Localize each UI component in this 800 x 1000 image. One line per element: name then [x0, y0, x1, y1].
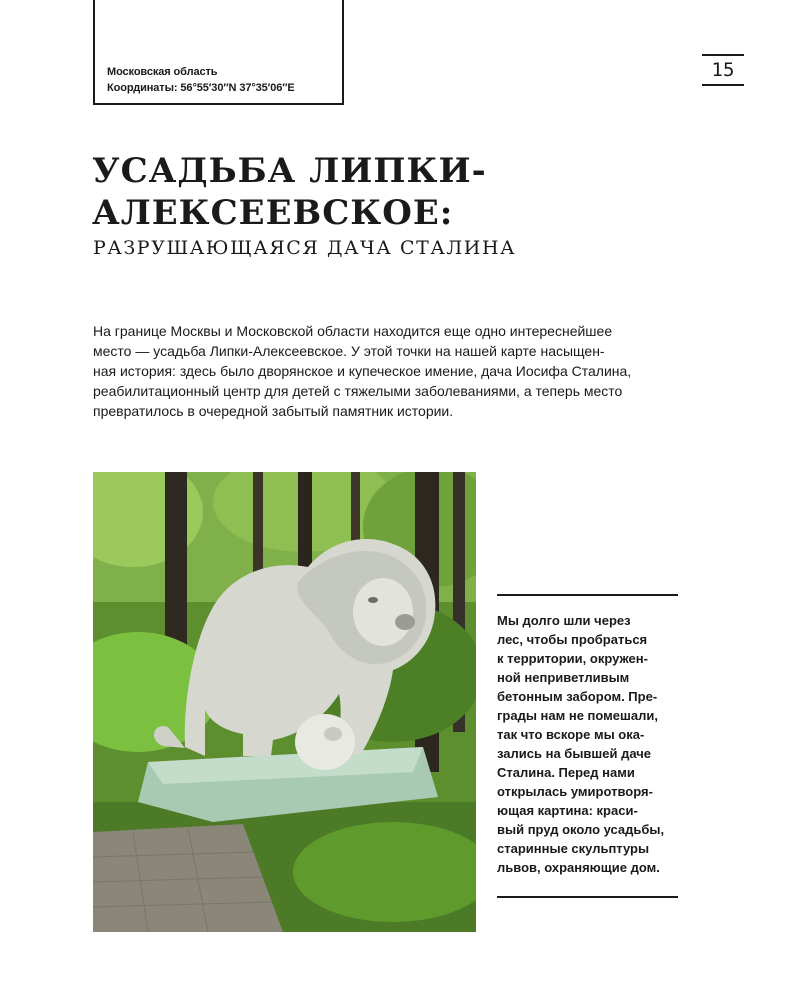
sidebar-line: грады нам не помешали, — [497, 708, 658, 723]
intro-line: реабилитационный центр для детей с тяжелыми заболеваниями, а теперь место — [93, 383, 623, 399]
page-title — [92, 150, 487, 234]
sidebar-line: Мы долго шли через — [497, 613, 631, 628]
sidebar-line: лес, чтобы пробраться — [497, 632, 648, 647]
sidebar-line: Сталина. Перед нами — [497, 765, 635, 780]
sidebar-line: так что вскоре мы ока- — [497, 727, 645, 742]
location-coordinates: Координаты: 56°55′30″N 37°35′06″E — [107, 82, 295, 94]
sidebar-line: к территории, окружен- — [497, 651, 648, 666]
intro-line: место — усадьба Липки-Алексеевское. У этой точки на нашей карте насыщен- — [93, 343, 605, 359]
page-number-box — [702, 54, 744, 86]
sidebar-line: зались на бывшей даче — [497, 746, 652, 761]
sidebar-line: старинные скульптуры — [497, 841, 650, 856]
sidebar-line: открылась умиротворя- — [497, 784, 653, 799]
sidebar-line: бетонным забором. Пре- — [497, 689, 658, 704]
sidebar-line: ющая картина: краси- — [497, 803, 638, 818]
intro-line: ная история: здесь было дворянское и купеческое имение, дача Иосифа Сталина, — [93, 363, 632, 379]
location-info — [107, 64, 295, 96]
intro-line: превратилось в очередной забытый памятник истории. — [93, 403, 454, 419]
sidebar-bottom-rule — [497, 896, 678, 898]
intro-line: На границе Москвы и Московской области находится еще одно интереснейшее — [93, 323, 613, 339]
title-line: УСАДЬБА ЛИПКИ- — [92, 151, 487, 191]
sidebar-top-rule — [497, 594, 678, 596]
sidebar-line: львов, охраняющие дом. — [497, 860, 660, 875]
sidebar-line: вый пруд около усадьбы, — [497, 822, 665, 837]
intro-paragraph — [93, 321, 683, 421]
location-region: Московская область — [107, 66, 218, 78]
page-subtitle: РАЗРУШАЮЩАЯСЯ ДАЧА СТАЛИНА — [93, 237, 517, 259]
title-line: АЛЕКСЕЕВСКОЕ: — [92, 193, 454, 233]
lion-statue-photo — [93, 472, 476, 932]
sidebar-quote — [497, 611, 687, 877]
page-number: 15 — [711, 59, 735, 81]
sidebar-line: ной неприветливым — [497, 670, 630, 685]
